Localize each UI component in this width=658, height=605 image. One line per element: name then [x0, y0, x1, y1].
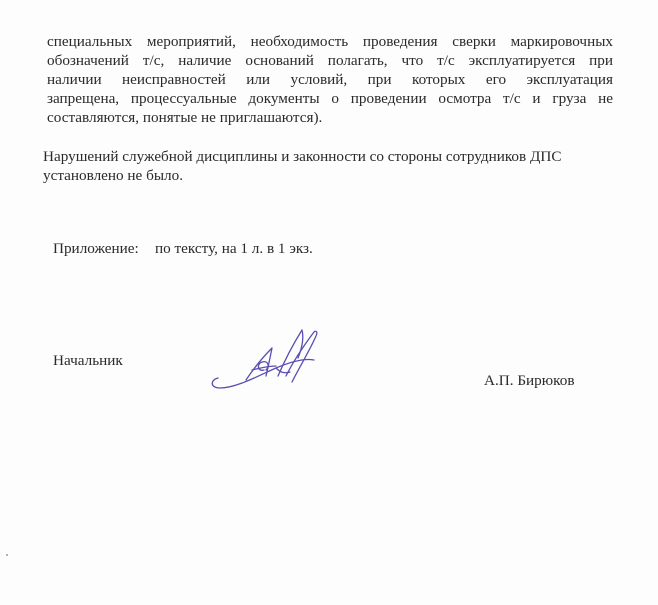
paragraph-2-line-1: Нарушений служебной дисциплины и законности со стороны сотрудников ДПС	[43, 148, 562, 165]
attachment-label: Приложение:	[53, 240, 139, 257]
paragraph-1-line-5: составляются, понятые не приглашаются).	[47, 109, 323, 126]
paragraph-1-line-2: обозначений т/с, наличие оснований полагать, что т/с эксплуатируется при	[47, 52, 613, 69]
handwritten-signature	[206, 318, 336, 398]
paragraph-1-line-1: специальных мероприятий, необходимость проведения сверки маркировочных	[47, 33, 613, 50]
position-title: Начальник	[53, 352, 123, 369]
paragraph-1-line-4: запрещена, процессуальные документы о проведении осмотра т/с и груза не	[47, 90, 613, 107]
scan-speck	[6, 554, 8, 556]
paragraph-1-line-3: наличии неисправностей или условий, при которых его эксплуатация	[47, 71, 613, 88]
signatory-name: А.П. Бирюков	[484, 372, 575, 389]
paragraph-2-line-2: установлено не было.	[43, 167, 183, 184]
attachment-text: по тексту, на 1 л. в 1 экз.	[155, 240, 313, 257]
